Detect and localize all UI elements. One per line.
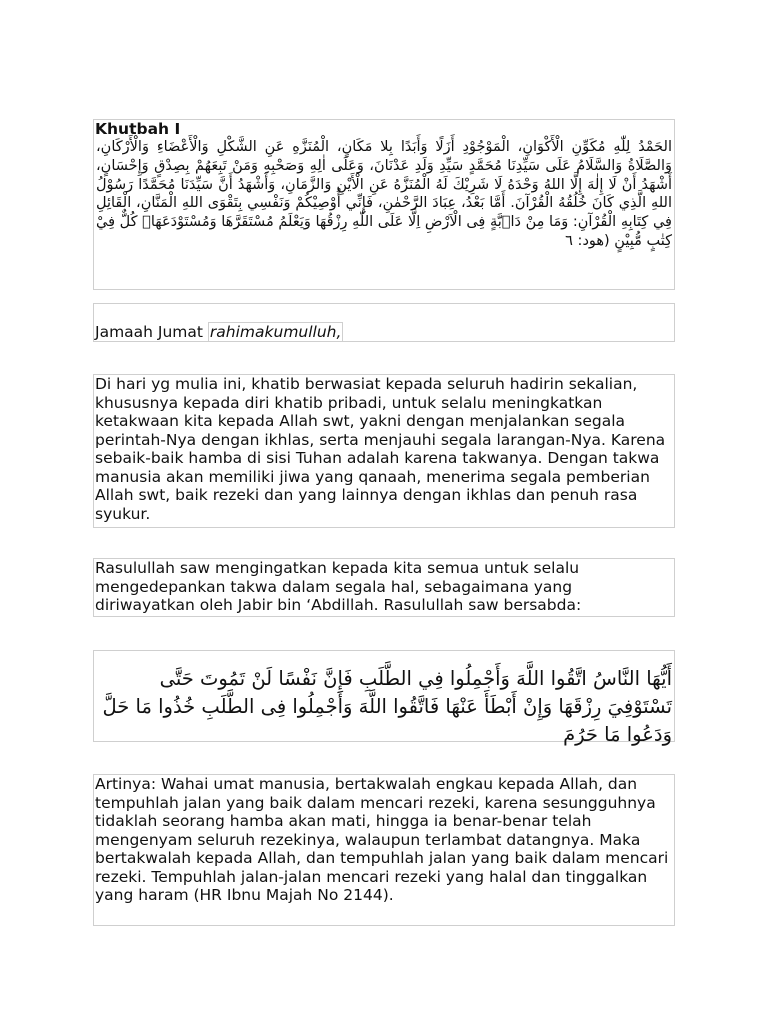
hadith-arabic-text: أَيُّهَا النَّاسُ اتَّقُوا اللَّهَ وَأَجْمِلُوا فِي الطَّلَبِ فَإِنَّ نَفْسًا لَنْ تَمُوتَ حَتَّى تَسْتَوْفِيَ رِزْقَهَا وَإِنْ أَبْطَأَ عَنْهَا فَاتَّقُوا اللَّهَ وَأَجْمِلُوا فِى الطَّلَبِ خُذُوا مَا حَلَّ وَدَعُوا مَا حَرُمَ — [102, 667, 672, 746]
wasiat-paragraph-block — [93, 374, 675, 528]
khutbah-opening-block — [93, 119, 675, 290]
arabic-opening-text: الحَمْدُ لِلّٰهِ مُكَوِّنِ الْأَكْوَانِ، الْمَوْجُوْدِ أَزَلًا وَأَبَدًا بِلا مَكَانٍ، الْمُنَزَّهِ عَنِ الشَّكْلِ وَالْأَعْضَاءِ وَالْأَرْكَانِ، وَالصَّلَاةُ وَالسَّلَامُ عَلَى سَيِّدِنَا مُحَمَّدٍ سَيِّدِ وَلَدِ عَدْنَانَ، وَعَلَى اٰلِهِ وَصَحْبِهِ وَمَنْ تَبِعَهُمْ بِصِدْقٍ وَإِحْسَانٍ، أَشْهَدُ أَنْ لَا إِلٰهَ إِلَّا اللهُ وَحْدَهُ لَا شَرِيْكَ لَهُ الْمُنَزَّهُ عَنِ الْأَيْنِ وَالزَّمَانِ، وَأَشْهَدُ أَنَّ سَيِّدَنَا مُحَمَّدًا رَسُوْلُ اللهِ الَّذِي كَانَ خُلُقُهُ الْقُرْآنَ. أَمَّا بَعْدُ، عِبَادَ الرَّحْمٰنِ، فَإِنِّي أُوْصِيْكُمْ وَنَفْسِي بِتَقْوَى اللهِ الْمَنَّانِ، الْقَائِلِ فِي كِتَابِهِ الْقُرْآنِ: وَمَا مِنْ دَاۤبَّةٍ فِى الْاَرْضِ اِلَّا عَلَى اللّٰهِ رِزْقُهَا وَيَعْلَمُ مُسْتَقَرَّهَا وَمُسْتَوْدَعَهَاۗ كُلٌّ فِيْ كِتٰبٍ مُّبِيْنٍ (هود: ٦ — [96, 139, 672, 249]
greeting-line — [94, 323, 674, 342]
artinya-paragraph: Artinya: Wahai umat manusia, bertakwalah engkau kepada Allah, dan tempuhlah jalan yang baik dalam mencari rezeki, karena sesungguhnya tidaklah seorang hamba akan mati, hingga ia benar-benar telah mengenyam seluruh rezekinya, walaupun terlambat datangnya. Maka bertakwalah kepada Allah, dan tempuhlah jalan yang baik dalam mencari rezeki. Tempuhlah jalan-jalan mencari rezeki yang halal dan tinggalkan yang haram (HR Ibnu Majah No 2144). — [95, 775, 669, 904]
greeting-block — [93, 303, 675, 342]
greeting-prefix: Jamaah Jumat — [95, 323, 208, 341]
hadith-block — [93, 650, 675, 746]
greeting-italic: rahimakumulluh, — [209, 323, 342, 341]
khutbah-heading: Khutbah I — [95, 120, 181, 138]
wasiat-paragraph: Di hari yg mulia ini, khatib berwasiat kepada seluruh hadirin sekalian, khususnya kepada diri khatib pribadi, untuk selalu meningkatkan ketakwaan kita kepada Allah swt, yakni dengan menjalankan segala perintah-Nya dengan ikhlas, serta menjauhi segala larangan-Nya. Karena sebaik-baik hamba di sisi Tuhan adalah karena takwanya. Dengan takwa manusia akan memiliki jiwa yang qanaah, menerima segala pemberian Allah swt, baik rezeki dan yang lainnya dengan ikhlas dan penuh rasa syukur. — [95, 375, 666, 523]
rasul-paragraph-block — [93, 558, 675, 617]
artinya-paragraph-block — [93, 774, 675, 926]
rasul-paragraph: Rasulullah saw mengingatkan kepada kita semua untuk selalu mengedepankan takwa dalam segala hal, sebagaimana yang diriwayatkan oleh Jabir bin ‘Abdillah. Rasulullah saw bersabda: — [95, 559, 582, 614]
